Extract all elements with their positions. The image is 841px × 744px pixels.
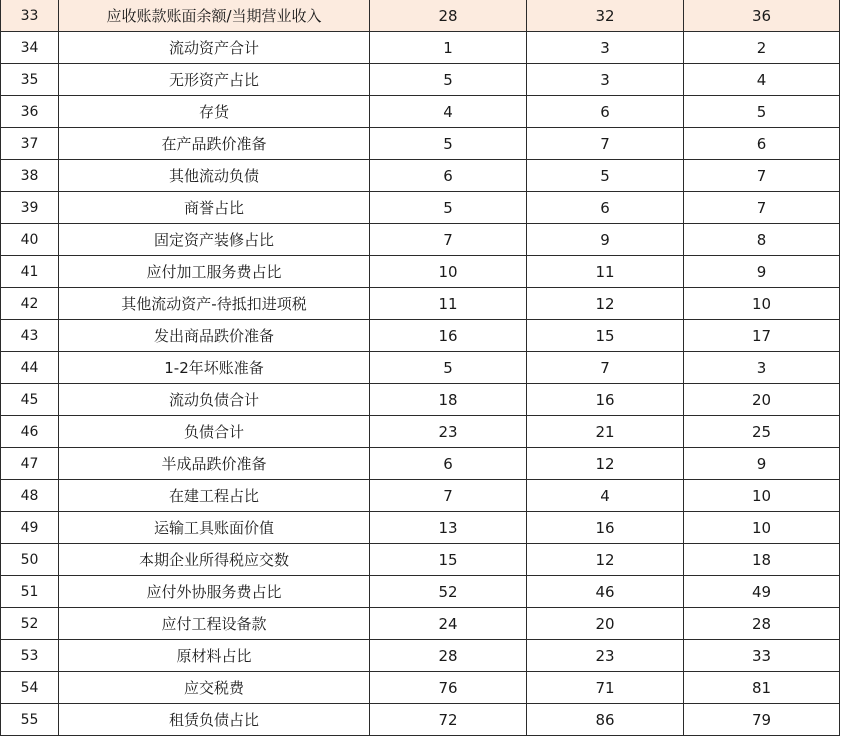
row-number: 44 (1, 352, 59, 384)
value-3: 6 (684, 128, 840, 160)
indicator-name: 固定资产装修占比 (59, 224, 370, 256)
row-number: 55 (1, 704, 59, 736)
table-row[interactable] (1, 0, 840, 32)
value-2: 9 (527, 224, 684, 256)
value-3: 10 (684, 480, 840, 512)
indicator-name: 流动负债合计 (59, 384, 370, 416)
row-number: 34 (1, 32, 59, 64)
value-3: 4 (684, 64, 840, 96)
value-1: 23 (370, 416, 527, 448)
indicator-name: 发出商品跌价准备 (59, 320, 370, 352)
row-number: 51 (1, 576, 59, 608)
table-row[interactable] (1, 416, 840, 448)
value-1: 7 (370, 224, 527, 256)
value-2: 5 (527, 160, 684, 192)
indicator-name: 应收账款账面余额/当期营业收入 (59, 0, 370, 32)
value-3: 49 (684, 576, 840, 608)
value-1: 6 (370, 448, 527, 480)
indicator-name: 其他流动资产-待抵扣进项税 (59, 288, 370, 320)
indicator-name: 应付工程设备款 (59, 608, 370, 640)
value-3: 3 (684, 352, 840, 384)
value-1: 72 (370, 704, 527, 736)
table-row[interactable] (1, 384, 840, 416)
indicator-name: 在产品跌价准备 (59, 128, 370, 160)
value-3: 9 (684, 448, 840, 480)
value-3: 8 (684, 224, 840, 256)
row-number: 42 (1, 288, 59, 320)
value-2: 86 (527, 704, 684, 736)
indicator-name: 1-2年坏账准备 (59, 352, 370, 384)
value-1: 5 (370, 128, 527, 160)
value-2: 23 (527, 640, 684, 672)
row-number: 39 (1, 192, 59, 224)
value-3: 33 (684, 640, 840, 672)
value-3: 17 (684, 320, 840, 352)
indicator-name: 运输工具账面价值 (59, 512, 370, 544)
table-row[interactable] (1, 224, 840, 256)
value-2: 11 (527, 256, 684, 288)
value-1: 28 (370, 0, 527, 32)
value-2: 6 (527, 192, 684, 224)
value-1: 24 (370, 608, 527, 640)
indicator-name: 无形资产占比 (59, 64, 370, 96)
indicator-name: 本期企业所得税应交数 (59, 544, 370, 576)
value-2: 16 (527, 384, 684, 416)
value-2: 7 (527, 128, 684, 160)
value-2: 71 (527, 672, 684, 704)
indicator-name: 应付加工服务费占比 (59, 256, 370, 288)
indicator-name: 存货 (59, 96, 370, 128)
value-2: 21 (527, 416, 684, 448)
value-2: 12 (527, 448, 684, 480)
value-1: 4 (370, 96, 527, 128)
indicator-name: 应交税费 (59, 672, 370, 704)
table-row[interactable] (1, 256, 840, 288)
table-row[interactable] (1, 512, 840, 544)
value-2: 15 (527, 320, 684, 352)
table-row[interactable] (1, 352, 840, 384)
row-number: 54 (1, 672, 59, 704)
indicator-name: 租赁负债占比 (59, 704, 370, 736)
value-1: 13 (370, 512, 527, 544)
table-row[interactable] (1, 704, 840, 736)
row-number: 50 (1, 544, 59, 576)
value-3: 5 (684, 96, 840, 128)
value-1: 15 (370, 544, 527, 576)
value-3: 7 (684, 160, 840, 192)
value-2: 12 (527, 288, 684, 320)
indicator-name: 商誉占比 (59, 192, 370, 224)
value-1: 11 (370, 288, 527, 320)
value-3: 10 (684, 512, 840, 544)
row-number: 47 (1, 448, 59, 480)
row-number: 35 (1, 64, 59, 96)
value-3: 79 (684, 704, 840, 736)
row-number: 46 (1, 416, 59, 448)
value-1: 5 (370, 192, 527, 224)
value-1: 16 (370, 320, 527, 352)
table-row[interactable] (1, 672, 840, 704)
row-number: 48 (1, 480, 59, 512)
row-number: 40 (1, 224, 59, 256)
table-row[interactable] (1, 448, 840, 480)
value-2: 46 (527, 576, 684, 608)
row-number: 37 (1, 128, 59, 160)
table-body (1, 0, 840, 736)
table-row[interactable] (1, 192, 840, 224)
value-2: 20 (527, 608, 684, 640)
indicator-name: 半成品跌价准备 (59, 448, 370, 480)
value-3: 18 (684, 544, 840, 576)
indicator-name: 原材料占比 (59, 640, 370, 672)
value-3: 25 (684, 416, 840, 448)
row-number: 36 (1, 96, 59, 128)
table-row[interactable] (1, 64, 840, 96)
value-3: 36 (684, 0, 840, 32)
row-number: 41 (1, 256, 59, 288)
value-1: 28 (370, 640, 527, 672)
value-2: 4 (527, 480, 684, 512)
value-2: 32 (527, 0, 684, 32)
row-number: 49 (1, 512, 59, 544)
indicator-name: 负债合计 (59, 416, 370, 448)
value-2: 3 (527, 32, 684, 64)
table-row[interactable] (1, 640, 840, 672)
value-1: 7 (370, 480, 527, 512)
value-3: 7 (684, 192, 840, 224)
value-2: 6 (527, 96, 684, 128)
value-1: 52 (370, 576, 527, 608)
value-1: 10 (370, 256, 527, 288)
value-1: 6 (370, 160, 527, 192)
row-number: 38 (1, 160, 59, 192)
value-1: 5 (370, 64, 527, 96)
table-row[interactable] (1, 608, 840, 640)
table-row[interactable] (1, 96, 840, 128)
value-2: 16 (527, 512, 684, 544)
value-2: 3 (527, 64, 684, 96)
table-row[interactable] (1, 160, 840, 192)
value-3: 81 (684, 672, 840, 704)
value-3: 2 (684, 32, 840, 64)
table-row[interactable] (1, 128, 840, 160)
row-number: 33 (1, 0, 59, 32)
table-row[interactable] (1, 544, 840, 576)
indicator-name: 在建工程占比 (59, 480, 370, 512)
table-row[interactable] (1, 576, 840, 608)
table-row[interactable] (1, 32, 840, 64)
indicator-name: 应付外协服务费占比 (59, 576, 370, 608)
value-3: 20 (684, 384, 840, 416)
row-number: 45 (1, 384, 59, 416)
value-1: 76 (370, 672, 527, 704)
table-row[interactable] (1, 320, 840, 352)
value-1: 18 (370, 384, 527, 416)
row-number: 52 (1, 608, 59, 640)
value-1: 5 (370, 352, 527, 384)
value-3: 9 (684, 256, 840, 288)
value-2: 12 (527, 544, 684, 576)
row-number: 43 (1, 320, 59, 352)
indicator-name: 流动资产合计 (59, 32, 370, 64)
indicator-name: 其他流动负债 (59, 160, 370, 192)
value-1: 1 (370, 32, 527, 64)
value-3: 28 (684, 608, 840, 640)
table-row[interactable] (1, 480, 840, 512)
table-row[interactable] (1, 288, 840, 320)
row-number: 53 (1, 640, 59, 672)
value-3: 10 (684, 288, 840, 320)
value-2: 7 (527, 352, 684, 384)
